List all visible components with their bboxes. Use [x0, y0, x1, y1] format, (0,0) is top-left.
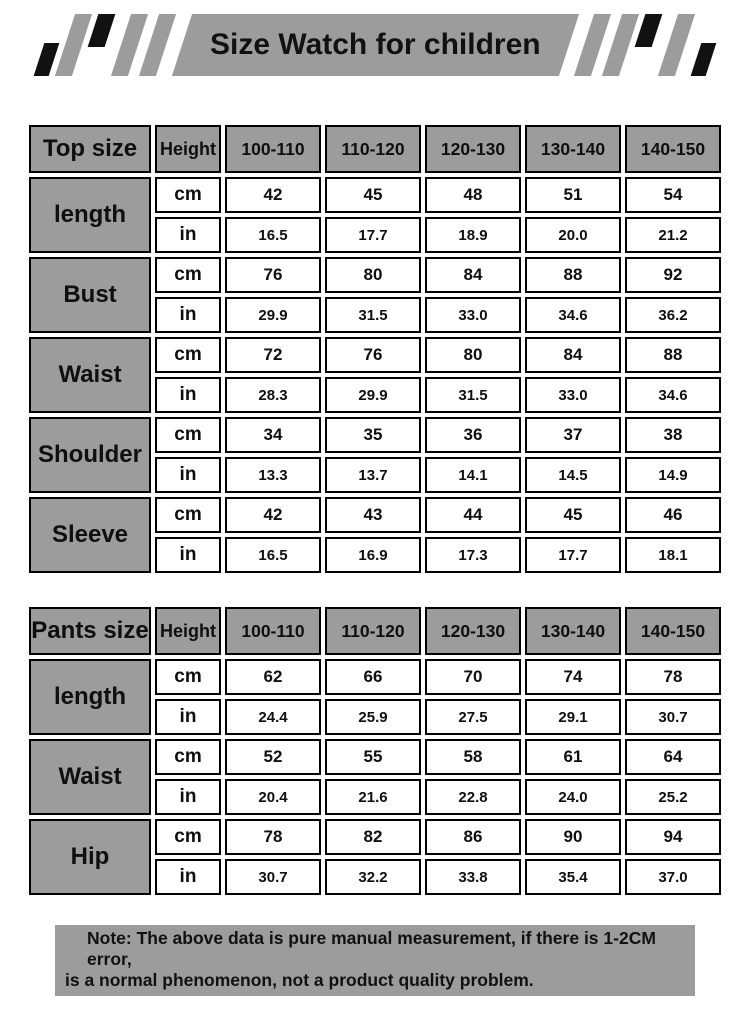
decor-slash-icon	[691, 43, 717, 76]
header-row	[29, 125, 721, 173]
value-cell: 94	[625, 819, 721, 855]
table-name-cell: Pants size	[29, 607, 151, 655]
title-banner	[172, 14, 579, 76]
value-cell: 17.3	[425, 537, 521, 573]
value-cell: 29.1	[525, 699, 621, 735]
unit-cm-cell: cm	[155, 417, 221, 453]
value-cell: 80	[425, 337, 521, 373]
measure-row-cm	[29, 819, 721, 855]
value-cell: 82	[325, 819, 421, 855]
value-cell: 37	[525, 417, 621, 453]
value-cell: 86	[425, 819, 521, 855]
value-cell: 25.9	[325, 699, 421, 735]
row-label-cell: length	[29, 177, 151, 253]
unit-cm-cell: cm	[155, 497, 221, 533]
row-label-cell: length	[29, 659, 151, 735]
measure-row-cm	[29, 257, 721, 293]
value-cell: 13.3	[225, 457, 321, 493]
decor-slash-icon	[87, 14, 115, 47]
value-cell: 55	[325, 739, 421, 775]
measure-row-cm	[29, 659, 721, 695]
unit-in-cell: in	[155, 217, 221, 253]
value-cell: 21.6	[325, 779, 421, 815]
value-cell: 13.7	[325, 457, 421, 493]
column-header-cell: 100-110	[225, 607, 321, 655]
value-cell: 46	[625, 497, 721, 533]
unit-in-cell: in	[155, 297, 221, 333]
value-cell: 37.0	[625, 859, 721, 895]
size-table-pants	[25, 603, 725, 899]
value-cell: 66	[325, 659, 421, 695]
value-cell: 62	[225, 659, 321, 695]
value-cell: 34.6	[625, 377, 721, 413]
value-cell: 70	[425, 659, 521, 695]
value-cell: 88	[525, 257, 621, 293]
row-label-cell: Bust	[29, 257, 151, 333]
size-tables-container	[0, 121, 750, 899]
size-table-top	[25, 121, 725, 577]
column-header-cell: 100-110	[225, 125, 321, 173]
value-cell: 72	[225, 337, 321, 373]
value-cell: 34.6	[525, 297, 621, 333]
value-cell: 42	[225, 497, 321, 533]
value-cell: 20.4	[225, 779, 321, 815]
title-decor-left	[39, 14, 166, 76]
row-label-cell: Hip	[29, 819, 151, 895]
height-header-cell: Height	[155, 607, 221, 655]
unit-cm-cell: cm	[155, 659, 221, 695]
size-tables-section	[0, 121, 750, 996]
unit-cm-cell: cm	[155, 819, 221, 855]
note-line-1: Note: The above data is pure manual measurement, if there is 1-2CM error,	[87, 928, 656, 969]
unit-in-cell: in	[155, 457, 221, 493]
value-cell: 18.1	[625, 537, 721, 573]
unit-in-cell: in	[155, 537, 221, 573]
column-header-cell: 110-120	[325, 607, 421, 655]
value-cell: 76	[225, 257, 321, 293]
value-cell: 30.7	[625, 699, 721, 735]
value-cell: 17.7	[525, 537, 621, 573]
decor-slash-icon	[658, 14, 695, 76]
value-cell: 35	[325, 417, 421, 453]
value-cell: 76	[325, 337, 421, 373]
value-cell: 29.9	[325, 377, 421, 413]
value-cell: 16.9	[325, 537, 421, 573]
value-cell: 74	[525, 659, 621, 695]
decor-slash-icon	[33, 43, 59, 76]
column-header-cell: 130-140	[525, 607, 621, 655]
value-cell: 34	[225, 417, 321, 453]
value-cell: 30.7	[225, 859, 321, 895]
value-cell: 80	[325, 257, 421, 293]
unit-in-cell: in	[155, 699, 221, 735]
value-cell: 36.2	[625, 297, 721, 333]
unit-cm-cell: cm	[155, 177, 221, 213]
measure-row-cm	[29, 497, 721, 533]
row-label-cell: Sleeve	[29, 497, 151, 573]
measurement-note	[55, 925, 695, 996]
height-header-cell: Height	[155, 125, 221, 173]
value-cell: 24.0	[525, 779, 621, 815]
value-cell: 48	[425, 177, 521, 213]
value-cell: 31.5	[425, 377, 521, 413]
value-cell: 22.8	[425, 779, 521, 815]
value-cell: 24.4	[225, 699, 321, 735]
column-header-cell: 140-150	[625, 607, 721, 655]
value-cell: 64	[625, 739, 721, 775]
value-cell: 42	[225, 177, 321, 213]
value-cell: 14.1	[425, 457, 521, 493]
value-cell: 18.9	[425, 217, 521, 253]
column-header-cell: 140-150	[625, 125, 721, 173]
row-label-cell: Shoulder	[29, 417, 151, 493]
column-header-cell: 130-140	[525, 125, 621, 173]
value-cell: 35.4	[525, 859, 621, 895]
measure-row-cm	[29, 177, 721, 213]
table-name-cell: Top size	[29, 125, 151, 173]
column-header-cell: 120-130	[425, 607, 521, 655]
value-cell: 21.2	[625, 217, 721, 253]
value-cell: 25.2	[625, 779, 721, 815]
value-cell: 38	[625, 417, 721, 453]
value-cell: 84	[425, 257, 521, 293]
value-cell: 29.9	[225, 297, 321, 333]
unit-cm-cell: cm	[155, 739, 221, 775]
value-cell: 90	[525, 819, 621, 855]
value-cell: 43	[325, 497, 421, 533]
title-decor-right	[584, 14, 711, 76]
value-cell: 27.5	[425, 699, 521, 735]
header-row	[29, 607, 721, 655]
value-cell: 54	[625, 177, 721, 213]
value-cell: 14.5	[525, 457, 621, 493]
unit-cm-cell: cm	[155, 257, 221, 293]
measure-row-cm	[29, 417, 721, 453]
unit-in-cell: in	[155, 859, 221, 895]
title-banner-row	[0, 0, 750, 76]
value-cell: 84	[525, 337, 621, 373]
value-cell: 88	[625, 337, 721, 373]
column-header-cell: 120-130	[425, 125, 521, 173]
value-cell: 45	[325, 177, 421, 213]
value-cell: 52	[225, 739, 321, 775]
page-title: Size Watch for children	[209, 28, 541, 61]
value-cell: 33.0	[425, 297, 521, 333]
value-cell: 92	[625, 257, 721, 293]
unit-cm-cell: cm	[155, 337, 221, 373]
value-cell: 16.5	[225, 217, 321, 253]
value-cell: 51	[525, 177, 621, 213]
value-cell: 78	[625, 659, 721, 695]
value-cell: 31.5	[325, 297, 421, 333]
decor-slash-icon	[55, 14, 92, 76]
value-cell: 78	[225, 819, 321, 855]
value-cell: 20.0	[525, 217, 621, 253]
value-cell: 28.3	[225, 377, 321, 413]
value-cell: 33.8	[425, 859, 521, 895]
value-cell: 36	[425, 417, 521, 453]
unit-in-cell: in	[155, 377, 221, 413]
unit-in-cell: in	[155, 779, 221, 815]
row-label-cell: Waist	[29, 337, 151, 413]
note-line-2: is a normal phenomenon, not a product quality problem.	[65, 970, 534, 990]
value-cell: 33.0	[525, 377, 621, 413]
value-cell: 58	[425, 739, 521, 775]
value-cell: 45	[525, 497, 621, 533]
value-cell: 32.2	[325, 859, 421, 895]
value-cell: 44	[425, 497, 521, 533]
row-label-cell: Waist	[29, 739, 151, 815]
value-cell: 14.9	[625, 457, 721, 493]
measure-row-cm	[29, 739, 721, 775]
value-cell: 16.5	[225, 537, 321, 573]
value-cell: 61	[525, 739, 621, 775]
column-header-cell: 110-120	[325, 125, 421, 173]
decor-slash-icon	[635, 14, 663, 47]
value-cell: 17.7	[325, 217, 421, 253]
measure-row-cm	[29, 337, 721, 373]
